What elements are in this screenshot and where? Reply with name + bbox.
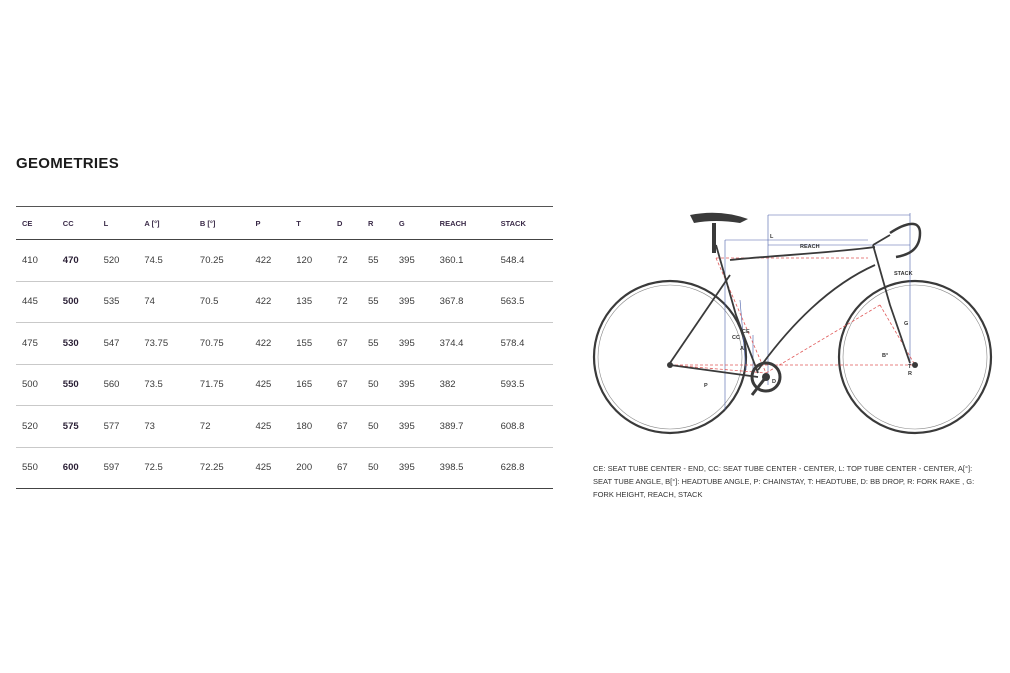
- table-row: [16, 323, 553, 365]
- table-row: [16, 240, 553, 282]
- table-cell: 67: [331, 323, 362, 365]
- table-cell: 600: [57, 447, 98, 489]
- label-a: A°: [740, 346, 747, 352]
- label-r: R: [908, 371, 912, 377]
- label-l: L: [770, 234, 774, 240]
- table-cell: 389.7: [434, 406, 495, 448]
- column-header: CE: [16, 207, 57, 240]
- table-cell: 395: [393, 447, 434, 489]
- table-cell: 50: [362, 406, 393, 448]
- table-cell: 367.8: [434, 281, 495, 323]
- label-stack: STACK: [894, 271, 913, 277]
- table-cell: 155: [290, 323, 331, 365]
- table-cell: 530: [57, 323, 98, 365]
- table-row: [16, 364, 553, 406]
- table-row: [16, 406, 553, 448]
- table-cell: 72.25: [194, 447, 250, 489]
- table-cell: 608.8: [495, 406, 553, 448]
- table-cell: 165: [290, 364, 331, 406]
- table-cell: 410: [16, 240, 57, 282]
- table-cell: 70.75: [194, 323, 250, 365]
- table-cell: 398.5: [434, 447, 495, 489]
- table-cell: 70.5: [194, 281, 250, 323]
- table-cell: 73: [138, 406, 194, 448]
- column-header: CC: [57, 207, 98, 240]
- table-cell: 547: [98, 323, 139, 365]
- label-b: B°: [882, 353, 889, 359]
- table-cell: 74: [138, 281, 194, 323]
- table-cell: 500: [57, 281, 98, 323]
- table-cell: 550: [57, 364, 98, 406]
- table-cell: 395: [393, 240, 434, 282]
- column-header: D: [331, 207, 362, 240]
- table-cell: 422: [249, 240, 290, 282]
- table-cell: 550: [16, 447, 57, 489]
- table-cell: 74.5: [138, 240, 194, 282]
- front-wheel: [839, 281, 991, 433]
- table-cell: 535: [98, 281, 139, 323]
- column-header: STACK: [495, 207, 553, 240]
- table-cell: 577: [98, 406, 139, 448]
- table-cell: 70.25: [194, 240, 250, 282]
- table-cell: 578.4: [495, 323, 553, 365]
- label-d: D: [772, 379, 776, 385]
- table-row: [16, 281, 553, 323]
- table-cell: 470: [57, 240, 98, 282]
- table-cell: 72: [331, 240, 362, 282]
- table-cell: 425: [249, 364, 290, 406]
- table-cell: 180: [290, 406, 331, 448]
- column-header: L: [98, 207, 139, 240]
- saddle: [690, 213, 748, 223]
- table-cell: 445: [16, 281, 57, 323]
- table-cell: 50: [362, 447, 393, 489]
- table-cell: 382: [434, 364, 495, 406]
- table-cell: 593.5: [495, 364, 553, 406]
- bike-geometry-diagram: [590, 205, 1000, 455]
- table-header-row: [16, 207, 553, 240]
- table-cell: 72: [331, 281, 362, 323]
- table-cell: 395: [393, 281, 434, 323]
- table-cell: 395: [393, 323, 434, 365]
- table-cell: 55: [362, 240, 393, 282]
- table-cell: 548.4: [495, 240, 553, 282]
- table-cell: 425: [249, 406, 290, 448]
- table-cell: 597: [98, 447, 139, 489]
- table-cell: 575: [57, 406, 98, 448]
- table-cell: 563.5: [495, 281, 553, 323]
- column-header: G: [393, 207, 434, 240]
- table-cell: 120: [290, 240, 331, 282]
- table-cell: 500: [16, 364, 57, 406]
- table-cell: 425: [249, 447, 290, 489]
- table-cell: 395: [393, 364, 434, 406]
- table-cell: 520: [98, 240, 139, 282]
- table-cell: 135: [290, 281, 331, 323]
- table-cell: 374.4: [434, 323, 495, 365]
- table-cell: 55: [362, 323, 393, 365]
- table-cell: 67: [331, 364, 362, 406]
- table-cell: 50: [362, 364, 393, 406]
- seat-tube: [716, 245, 758, 373]
- table-cell: 422: [249, 323, 290, 365]
- table-cell: 475: [16, 323, 57, 365]
- fork: [873, 245, 910, 363]
- column-header: A [°]: [138, 207, 194, 240]
- table-cell: 73.75: [138, 323, 194, 365]
- table-cell: 72.5: [138, 447, 194, 489]
- table-cell: 395: [393, 406, 434, 448]
- table-cell: 55: [362, 281, 393, 323]
- rear-wheel: [594, 281, 746, 433]
- label-g: G: [904, 321, 909, 327]
- table-row: [16, 447, 553, 489]
- label-p: P: [704, 383, 708, 389]
- table-cell: 360.1: [434, 240, 495, 282]
- label-ce: CE: [742, 329, 750, 335]
- column-header: R: [362, 207, 393, 240]
- table-cell: 628.8: [495, 447, 553, 489]
- column-header: B [°]: [194, 207, 250, 240]
- label-t: T: [908, 364, 912, 370]
- stem: [873, 235, 890, 245]
- table-cell: 422: [249, 281, 290, 323]
- table-cell: 200: [290, 447, 331, 489]
- column-header: T: [290, 207, 331, 240]
- down-tube: [758, 265, 875, 370]
- page-title: GEOMETRIES: [16, 155, 120, 172]
- column-header: REACH: [434, 207, 495, 240]
- table-cell: 71.75: [194, 364, 250, 406]
- column-header: P: [249, 207, 290, 240]
- table-cell: 560: [98, 364, 139, 406]
- table-cell: 67: [331, 447, 362, 489]
- geometry-legend: CE: SEAT TUBE CENTER - END, CC: SEAT TUBE CENTER - CENTER, L: TOP TUBE CENTER - CENTER, A[°]: SEAT TUBE ANGLE, B[°]: HEADTUBE ANGLE, P: CHAINSTAY, T: HEADTUBE, D: BB DROP, R: FORK RAKE , G: FORK HEIGHT, REACH, STACK: [593, 464, 975, 499]
- table-cell: 72: [194, 406, 250, 448]
- geometry-table: [16, 206, 553, 489]
- label-reach: REACH: [800, 244, 820, 250]
- table-cell: 73.5: [138, 364, 194, 406]
- table-cell: 67: [331, 406, 362, 448]
- table-cell: 520: [16, 406, 57, 448]
- handlebar: [890, 224, 920, 257]
- label-cc: CC: [732, 335, 740, 341]
